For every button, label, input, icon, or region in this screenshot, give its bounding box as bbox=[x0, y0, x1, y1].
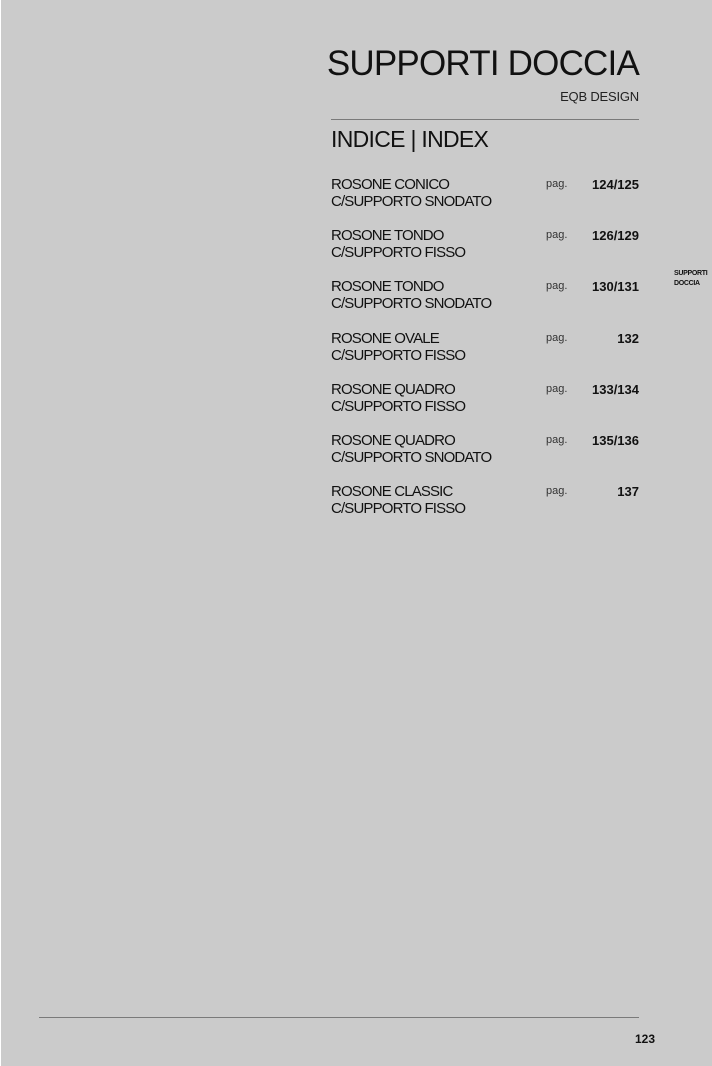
index-row[interactable] bbox=[331, 227, 639, 278]
index-row-name-line2: C/SUPPORTO SNODATO bbox=[331, 193, 492, 210]
index-row-name-line1: ROSONE TONDO bbox=[331, 227, 444, 245]
index-row-name bbox=[331, 227, 465, 261]
header-divider bbox=[331, 119, 639, 120]
page-left-edge bbox=[0, 0, 1, 1066]
index-row-page-number[interactable]: 135/136 bbox=[592, 432, 639, 448]
index-row-pag-label: pag. bbox=[546, 280, 568, 293]
index-row-name bbox=[331, 432, 491, 466]
index-row-page-number[interactable]: 130/131 bbox=[592, 279, 639, 295]
index-row-pag-label: pag. bbox=[546, 433, 568, 446]
index-row-name-line1: ROSONE CONICO bbox=[331, 176, 450, 193]
index-row-page-number[interactable]: 126/129 bbox=[592, 228, 639, 244]
page-title: SUPPORTI DOCCIA bbox=[326, 44, 639, 83]
index-row-pag-label: pag. bbox=[546, 178, 568, 190]
index-row-pag-label: pag. bbox=[546, 331, 568, 344]
index-row-name bbox=[331, 176, 491, 210]
section-side-tab[interactable] bbox=[674, 269, 707, 289]
index-row-name-line1: ROSONE CLASSIC bbox=[331, 483, 453, 501]
index-row-name-line2: C/SUPPORTO FISSO bbox=[331, 346, 466, 364]
index-row-page-number[interactable]: 132 bbox=[617, 330, 639, 346]
index-row-pag-label: pag. bbox=[546, 382, 568, 395]
side-tab-line1: SUPPORTI bbox=[674, 270, 708, 277]
side-tab-line2: DOCCIA bbox=[674, 280, 700, 287]
index-row-name-line2: C/SUPPORTO FISSO bbox=[331, 500, 466, 518]
index-row-page-number[interactable]: 124/125 bbox=[592, 177, 639, 192]
index-row-pag-label: pag. bbox=[546, 485, 568, 498]
index-heading: INDICE | INDEX bbox=[331, 126, 489, 152]
index-row-name bbox=[331, 330, 465, 364]
page-subtitle: EQB DESIGN bbox=[560, 89, 639, 104]
page-number: 123 bbox=[634, 1032, 655, 1046]
index-row-name bbox=[331, 483, 465, 517]
index-row[interactable] bbox=[331, 330, 639, 381]
index-row[interactable] bbox=[331, 483, 639, 534]
index-row-page-number[interactable]: 133/134 bbox=[592, 381, 639, 397]
index-row[interactable] bbox=[331, 176, 639, 227]
index-row-name-line2: C/SUPPORTO FISSO bbox=[331, 244, 466, 262]
index-row[interactable] bbox=[331, 432, 639, 483]
index-row-pag-label: pag. bbox=[546, 229, 568, 242]
index-row-name-line1: ROSONE TONDO bbox=[331, 278, 444, 296]
index-row-name-line2: C/SUPPORTO FISSO bbox=[331, 397, 466, 415]
index-row-name bbox=[331, 381, 465, 415]
footer-divider bbox=[39, 1017, 639, 1018]
index-row-name-line1: ROSONE OVALE bbox=[331, 329, 439, 347]
index-list bbox=[331, 176, 639, 534]
index-row-name-line1: ROSONE QUADRO bbox=[331, 380, 455, 398]
index-row-page-number[interactable]: 137 bbox=[617, 484, 639, 500]
index-row-name-line1: ROSONE QUADRO bbox=[331, 431, 455, 449]
index-row[interactable] bbox=[331, 381, 639, 432]
index-row[interactable] bbox=[331, 278, 639, 329]
index-row-name-line2: C/SUPPORTO SNODATO bbox=[331, 295, 492, 313]
index-row-name bbox=[331, 278, 491, 312]
index-row-name-line2: C/SUPPORTO SNODATO bbox=[331, 448, 492, 466]
